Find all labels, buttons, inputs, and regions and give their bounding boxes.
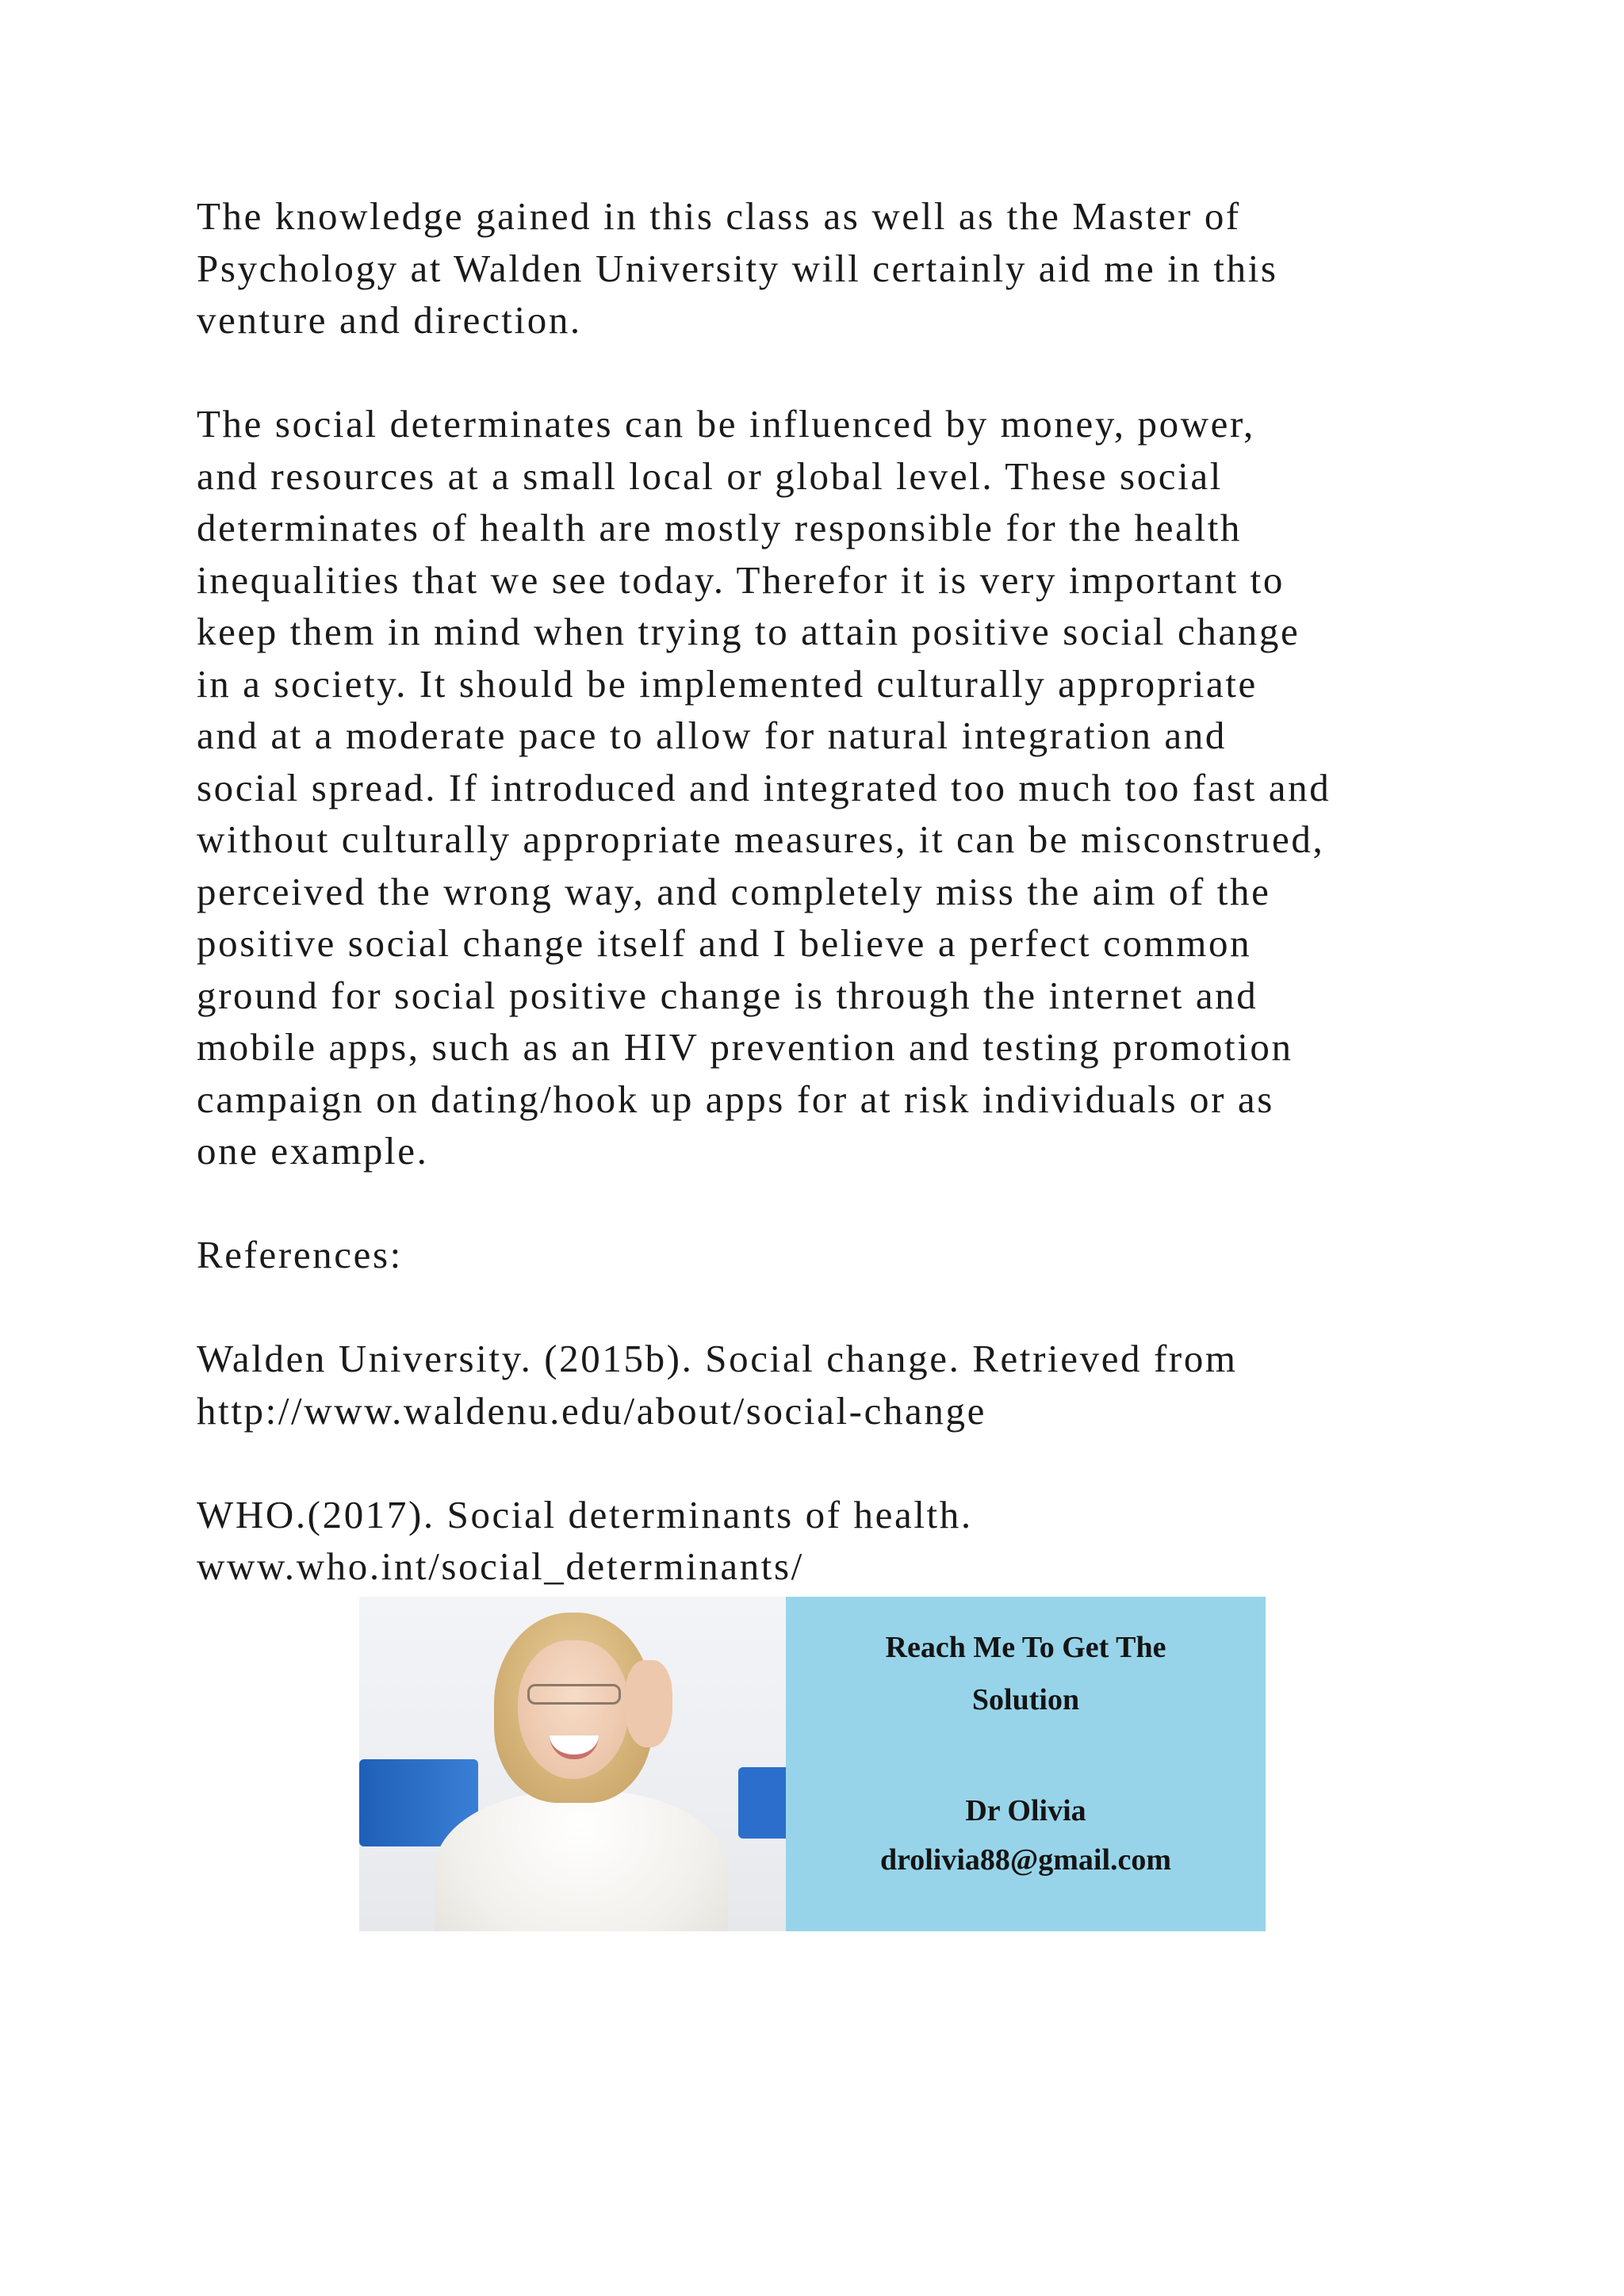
contact-card <box>786 1597 1266 1931</box>
woman-photo <box>359 1597 786 1931</box>
banner-email: drolivia88@gmail.com <box>879 1843 1172 1877</box>
document-body <box>197 190 1465 1593</box>
reference-who: WHO.(2017). Social determinants of health. www.who.int/social_determinants/ <box>197 1492 973 1588</box>
banner-line-1: Reach Me To Get The <box>885 1631 1166 1664</box>
paragraph-social-determinates: The social determinates can be influenced by money, power, and resources at a small local or global level. These social determinates of health are mostly responsible for the health inequalities that we see today. Therefor it is very important to keep them in mind when trying to attain positive social change in a society. It should be implemented culturally appropriate and at a moderate pace to allow for natural integration and social spread. If introduced and integrated too much too fast and without culturally appropriate measures, it can be misconstrued, perceived the wrong way, and completely miss the aim of the positive social change itself and I believe a perfect common ground for social positive change is through the internet and mobile apps, such as an HIV prevention and testing promotion campaign on dating/hook up apps for at risk individuals or as one example. <box>197 402 1331 1173</box>
banner-name: Dr Olivia <box>965 1794 1086 1827</box>
glasses-icon <box>527 1684 621 1705</box>
banner-line-2: Solution <box>971 1683 1080 1716</box>
paragraph-intro: The knowledge gained in this class as well as the Master of Psychology at Walden University will certainly aid me in this venture and direction. <box>197 194 1278 342</box>
reference-walden: Walden University. (2015b). Social change. Retrieved from http://www.waldenu.edu/about/social-change <box>197 1337 1238 1433</box>
contact-banner <box>359 1597 1266 1931</box>
references-heading: References: <box>197 1233 403 1276</box>
